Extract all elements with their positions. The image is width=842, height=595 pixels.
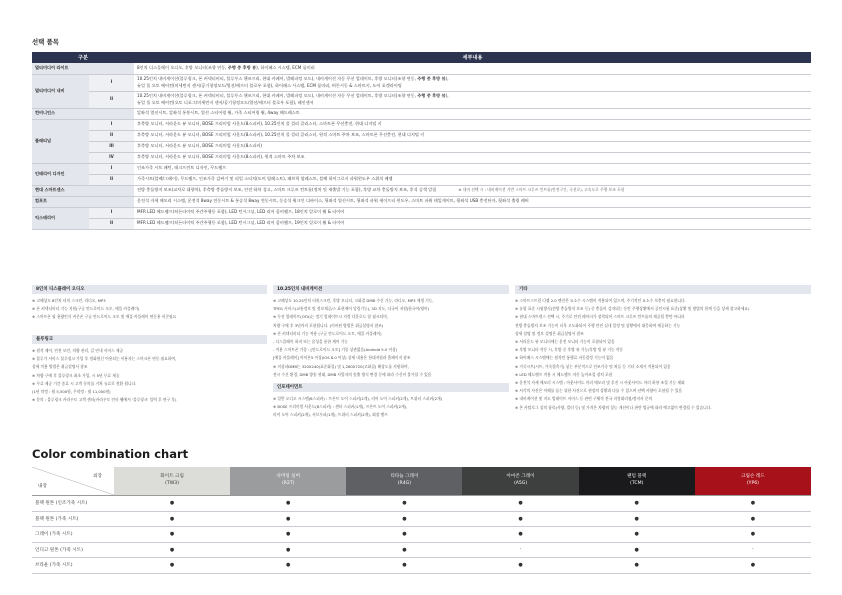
option-description: 앞좌석 열선시트, 앞좌석 통풍시트, 열선 스티어링 휠, 가죽 스티어링 휠, 4way 헤드레스트 [134, 108, 811, 119]
color-combination-table [32, 467, 811, 574]
option-tier: III [89, 141, 134, 152]
available-dot: ● [230, 527, 346, 543]
available-dot: ● [579, 558, 695, 574]
options-section-title: 선택 품목 [32, 38, 59, 46]
note-line: ※ 후방 모니터 작동 시, 후방 중 후방 뷰 기능/후방 빔 뷰 기능 작동 [515, 348, 624, 353]
available-dot: ● [114, 511, 230, 527]
note-col2b-body [273, 395, 442, 420]
exterior-swatch [346, 467, 462, 496]
option-row [32, 74, 811, 91]
note-line: ※ 현대 스마트센스 선택 시, 주기로 안전 레이더가 장착되어 스마트 크루즈 컨트롤의 제공될 뿐만 아니라 [515, 315, 685, 320]
option-category: 인테리어 디자인 [32, 163, 89, 185]
option-tier: II [89, 130, 134, 141]
option-category: 컴포트 [32, 196, 134, 207]
option-row [32, 141, 811, 152]
note-col2-body [273, 297, 434, 379]
option-tier: I [89, 74, 134, 91]
interior-row [32, 558, 811, 574]
note-line: ※ 하이패스 시스템에는 원격인 통행료 자동결정 기능이 없음 [515, 356, 614, 361]
note-line: ※ 일반 오디오 시스템(6스피커) : 프론트 도어 스피커(2개), 리어 도어 스피커(2개), 트위터 스피커(2개) [273, 397, 443, 401]
available-dot: ● [346, 542, 462, 558]
option-category: 플래티넘 [32, 119, 89, 163]
note-line: ※ 사각의 사진은 이해를 돕는 위한 사진으로 현장의 상황과 다를 수 있으며 선택 사양이 포함될 수 있음 [515, 389, 683, 394]
note-line: ※ 유럽 표준 시험방식(전방 충돌방지 보조 등) 중 충돌이 감지되는 동안 주행상황에서 공인시험 표준(상황 및 방법의 한계 등을 상세 참고하세요) [515, 307, 750, 312]
option-tier: IV [89, 152, 134, 163]
note-line: ※ 내비게이션 및 지도 업데이트 서비스 등 관련 구체적 전국 지정대리점/정비사 문의 [515, 397, 653, 402]
available-dot: ● [230, 542, 346, 558]
note-line: ※ 폰 커넥티비티 기능 적용 (구글 안드로이드 오토, 애플 카플레이) [273, 331, 382, 336]
option-description: 전방 충돌방지 보조(교차로 대향차), 후측방 충돌방지 보조, 안전 하차 경고, 스마트 크루즈 컨트롤(정차 및 재출발 기능 포함), 후방 교차 충돌방지 보조, 후석 승객 알림 ※ 내비 선택 시 : 내비게이션 기반 스마트 크루즈 컨트롤(안전구간, 곡선로), 고속도로 주행 보조 포함 [134, 185, 811, 196]
available-dot: ● [346, 558, 462, 574]
option-description: MFR LED 헤드램프(히든타이틱 주간주행등 포함), LED 턴시그널, LED 리어 콤비램프, 18인치 알로이 휠 & 타이어 [134, 207, 811, 218]
exterior-color-name: 화이트 크림 [160, 474, 184, 480]
option-row [32, 185, 811, 196]
note-col1-body [32, 297, 176, 322]
available-dot: ● [230, 558, 346, 574]
available-dot: ● [579, 542, 695, 558]
note-line: ※ 고해상도 8인치 터치 스크린, 라디오, MP3 [32, 299, 106, 303]
option-category: 익스테리어 [32, 207, 89, 229]
note-line: ※ 본 카탈로그 상의 품목(사양, 컬러 등) 및 가격은 차량의 성능 개선이나 관련 법규에 따라 예고없이 변경될 수 있습니다. [515, 405, 712, 410]
highlight-text: 주행 중 후방 뷰 [417, 93, 446, 99]
option-category: 현대 스마트센스 [32, 185, 134, 196]
highlight-text: 주행 중 후방 뷰 [417, 76, 446, 82]
option-row [32, 174, 811, 185]
option-description: 후측방 모니터, 서라운드 뷰 모니터, BOSE 프리미엄 사운드(8스피커) [134, 141, 811, 152]
exterior-color-code: (TCM) [630, 481, 644, 486]
note-line: 리어 도어 스피커(2개), 서브우퍼(1개), 트위터 스피커(2개), 외장 앰프 [273, 413, 388, 418]
available-dot: ● [114, 542, 230, 558]
available-dot: ● [346, 496, 462, 512]
interior-row [32, 542, 811, 558]
note-line: ※ 무선 업데이트(OTA)는 정기 업데이트시 지정 다운로드 할 필시되며, [273, 315, 388, 320]
color-chart-title: Color combination chart [32, 447, 189, 461]
available-dot: ● [695, 511, 811, 527]
option-description: 운전석 자세 메모리 시스템, 운전석 8way 전동시트 & 통승석 8way 전동시트, 동승석 워크인 디바이스, 뒷좌석 열선시트, 뒷좌석 파워 세이프티 윈도우, 스마트 파워 테일게이트, 뒷좌석 USB 충전단자, 뒷좌석 출링 레버 [134, 196, 811, 207]
available-dot: ● [695, 527, 811, 543]
interior-label-cell: 인디고 원톤 (가죽 시트) [32, 542, 114, 558]
note-line: - 적용 스마트폰 기종 : [안드로이드 오토] 기종 상관없음(Android 5.0 이상) [273, 348, 398, 353]
note-col3-title: 기타 [515, 285, 811, 294]
available-dot: ● [579, 527, 695, 543]
option-row [32, 218, 811, 229]
option-category: 멀티미디어 라이트 [32, 63, 134, 74]
exterior-color-name: 크림슨 레드 [741, 474, 765, 480]
color-chart-corner [32, 467, 114, 496]
note-col1-title: 8인치 디스플레이 오디오 [32, 285, 267, 294]
note-col1b-body [32, 347, 176, 404]
option-description: 후측방 모니터, 서라운드 뷰 모니터, BOSE 프리미엄 사운드(8스피커), 원격 스마트 주차 보조 [134, 152, 811, 163]
note-line: ※ 운전석 자세 메모리 시스템 : 아웃사이드 미러 메모리 및 후진 시 아웃사이드 미러 하향 조절 기능 제외 [515, 381, 685, 386]
note-line: ※ 원격 제어, 안전 보안, 차량 관리, 길 안내 서비스 제공 [32, 349, 124, 353]
options-table [32, 52, 811, 230]
available-dot: ● [462, 558, 578, 574]
note-line: ※ 지상파DMB는 320X240(표준화질) 및 1,280X720(고화질) 해상도를 지원하며, [273, 364, 409, 369]
exterior-label: 외장 [93, 474, 102, 479]
note-line: ※ 차량 구매 후 블루링크 최초 가입, 시 5년 무료 제공 [32, 373, 120, 378]
option-row [32, 130, 811, 141]
note-col1b-title: 블루링크 [32, 335, 267, 344]
note-line: (1년 약정 : 월 5,500원, 무약정 : 월 11,000원) [32, 390, 111, 395]
option-row [32, 207, 811, 218]
option-description: 10.25인치 내비게이션(블루링크, 폰 커넥티비티, 블루투스 핸즈프리, 현대 카페이, 발레파킹 모드), 내비게이션 자동 무선 업데이트, 후방 모니터(조향 연동, 주행 중 후방 뷰), 듀얼 풀 오토 에어컨(미세먼지 센서/공기청정모드/열선/애프터 블로우 포함), 하이패스 시스템, ECM 룸미러, 버튼시동 & 스마트키, 도어 포켓라이팅 [134, 74, 811, 91]
note-line: ※ 무료 제공 기간 종료 시 고객 동의를 거쳐 유료로 전환 됩니다. [32, 381, 137, 386]
available-dot: ● [114, 496, 230, 512]
col-detail-header: 세부내용 [134, 52, 811, 63]
available-dot: ● [695, 496, 811, 512]
interior-row [32, 527, 811, 543]
available-dot: ● [579, 496, 695, 512]
option-row [32, 119, 811, 130]
exterior-swatch [462, 467, 578, 496]
exterior-swatch [695, 467, 811, 496]
option-row [32, 91, 811, 108]
note-line: ※ 스마트폰 필 용량인식 비콘폰 구글 안드로이드 오토 및 애플 카플레이 연동용 비콘필요 [32, 315, 177, 320]
option-tier: I [89, 163, 134, 174]
options-table-header [32, 52, 811, 63]
exterior-color-code: (TW3) [165, 481, 179, 486]
exterior-color-name: 아마존 그레이 [506, 474, 535, 480]
available-dot: ● [462, 496, 578, 512]
interior-label-cell: 브라운 (가죽 시트) [32, 558, 114, 574]
exterior-swatch [579, 467, 695, 496]
note-col3-body [515, 297, 750, 412]
available-dot: ● [114, 558, 230, 574]
exterior-color-code: (R2T) [281, 481, 295, 486]
available-dot: ● [230, 511, 346, 527]
note-line: 상세 설명 및 정보 설명은 취급설명서 참조 [515, 331, 584, 336]
exterior-color-code: (YP6) [746, 481, 759, 486]
unavailable-mark: - [695, 542, 811, 558]
option-note: ※ 내비 선택 시 : 내비게이션 기반 스마트 크루즈 컨트롤(안전구간, 곡선로), 고속도로 주행 보조 포함 [458, 187, 625, 193]
option-description: MFR LED 헤드램프(히든타이틱 주간주행등 포함), LED 턴시그널, LED 리어 콤비램프, 19인치 알로이 휠 & 타이어 [134, 218, 811, 229]
interior-row [32, 511, 811, 527]
note-line: 차량 구매 후 3년까지 포함됩니다. (이비된 방법은 취급설명서 참조) [273, 323, 384, 328]
option-tier: II [89, 218, 134, 229]
highlight-text: 주행 중 후방 뷰 [227, 65, 257, 71]
option-tier: I [89, 207, 134, 218]
option-row [32, 163, 811, 174]
option-description: 인조가죽 시트 패턴, 테크프린트 디자인, 무드램프 [134, 163, 811, 174]
option-row [32, 152, 811, 163]
option-tier: II [89, 91, 134, 108]
note-line: [애플 카플레이] 아이폰5 이상(iOS 8.0 이상) 상세 내용은 한대지원과 홈페이지 참조 [273, 356, 411, 361]
note-line: ※ 고해상도 10.25인치 터치스크린, 후방 모니터, 고화질 DMB 수신 기능, 라디오, MP3 재생 기능, [273, 299, 434, 303]
option-row [32, 196, 811, 207]
note-line: ※ 블루가 서비스 블루링크 가입 후 정회원신 이용되는 이용자는 스마크폰 연동 필요하여, [32, 357, 177, 362]
exterior-color-code: (R4G) [397, 481, 412, 486]
option-category: 컨비니언스 [32, 108, 134, 119]
option-description: 후측방 모니터, 서라운드 뷰 모니터, BOSE 프리미엄 사운드(8스피커), 10.25인치 풀 컬러 클러스터, 원격 스마트 주차 보조, 스마트폰 무선충전, 현대 디지털 키 [134, 130, 811, 141]
available-dot: ● [462, 511, 578, 527]
option-tier: I [89, 119, 134, 130]
note-line: 전시 수신 환경, DMB 방송 형태, DMB 사업자의 송출 방식 변경 등에 따라 수신이 불가할 수 있음 [273, 372, 432, 377]
available-dot: ● [230, 496, 346, 512]
note-line: 전방 충돌방지 보조 기능이 더욱 고도화되어 주행 안전 실내 일정 및 상황에서 대응하여 제공하는 기능 [515, 323, 681, 328]
corner-diagonal [32, 467, 114, 495]
note-line: ※ 서라운드 뷰 모니터에는 운전 모니터 기능이 포함되어 있음 [515, 340, 615, 345]
note-line: ※ 스마트스트림 디젤 2.0 엔진은 요소수 시스템이 적용되어 있으며, 주기적인 요소수 보충이 필요합니다. [515, 299, 686, 303]
note-line: 상세 적용 방법은 취급설명서 참조 [32, 365, 88, 370]
note-line: TPEG 서비스(교통정보 및 정보제공/스 표현제어 알림기능), 3D 지도, 다국어 지원(한국어/영어) [273, 307, 430, 312]
available-dot: ● [346, 527, 462, 543]
note-line: ※ 가죽시트(시트, 가죽접촉기) 넣는 부분적으로 인조가죽 및 처들 등 기타 소재가 적용되어 있음 [515, 364, 671, 369]
interior-label-cell: 블랙 원톤 (인조가죽 시트) [32, 496, 114, 512]
interior-label: 내장 [38, 484, 47, 489]
available-dot: ● [462, 527, 578, 543]
option-description: 8인치 디스플레이 오디오, 후방 모니터(조향 연동, 주행 중 후방 뷰), 하이패스 시스템, ECM 룸미러 [134, 63, 811, 74]
available-dot: ● [346, 511, 462, 527]
option-category: 멀티미디어 내비 [32, 74, 89, 108]
col-group-header: 구분 [32, 52, 134, 63]
exterior-color-name: 팬텀 블랙 [627, 474, 647, 480]
note-line: - 디스플레이 하지 또는 음성을 통한 제어 기능 [273, 340, 348, 345]
exterior-color-name: 티타늄 그레이 [390, 474, 419, 480]
exterior-color-code: (A5G) [513, 481, 528, 486]
note-line: ※ LED 헤드램프 적용 시 헤드램프 자동 높이조절 장치 포함 [515, 372, 613, 377]
exterior-swatch [114, 467, 230, 496]
note-line: ※ 폰 커넥티비티 기능 지원(구글 안드로이드 오토, 애플 카플레이) [32, 307, 140, 312]
option-description: 10.25인치 내비게이션(블루링크, 폰 커넥티비티, 블루투스 핸즈프리, 현대 카페이, 발레파킹 모드), 내비게이션 자동 무선 업데이트, 후방 모니터(조향 연동, 주행 중 후방 뷰), 듀얼 풀 오토 에어컨(오토 디포그/미세먼지 센서/공기청정모드/열선/애프터 블로우 포함), 레인센서 [134, 91, 811, 108]
available-dot: ● [695, 558, 811, 574]
exterior-color-name: 쉬머링 실버 [276, 474, 301, 480]
option-row [32, 63, 811, 74]
note-line: ※ BOSE 프리미엄 사운드(8스피커) : 센터 스피커(1개), 프론트 도어 스피커(2개), [273, 405, 408, 410]
option-tier: II [89, 174, 134, 185]
exterior-swatch [230, 467, 346, 496]
interior-label-cell: 블랙 원톤 (가죽 시트) [32, 511, 114, 527]
interior-label-cell: 그레이 (가죽 시트) [32, 527, 114, 543]
available-dot: ● [114, 527, 230, 543]
color-chart-header-row [32, 467, 811, 496]
option-description: 후측방 모니터, 서라운드 뷰 모니터, BOSE 프리미엄 사운드(8스피커), 10.25인치 풀 컬러 클러스터, 스마트폰 무선충전, 현대 디지털 키 [134, 119, 811, 130]
note-line: ※ 문의 : 블루링크 카라우토 고객 센터(카라우토 인터 웹에서 '블루링크' 입력 후 연구 후) [32, 398, 177, 403]
option-row [32, 108, 811, 119]
available-dot: ● [579, 511, 695, 527]
note-col2b-title: 인포테이먼트 [273, 383, 509, 392]
note-col2-title: 10.25인치 내비게이션 [273, 285, 509, 294]
unavailable-mark: - [462, 542, 578, 558]
interior-row [32, 496, 811, 512]
option-description: 가죽시트(블랙/그레이), 무드램프, 인조가죽 감싸기 및 리얼 스티치(도어 암레스트), 패브릭 암레스트, 블랙 하이그로시 파워윈도우 스위치 베젤 [134, 174, 811, 185]
